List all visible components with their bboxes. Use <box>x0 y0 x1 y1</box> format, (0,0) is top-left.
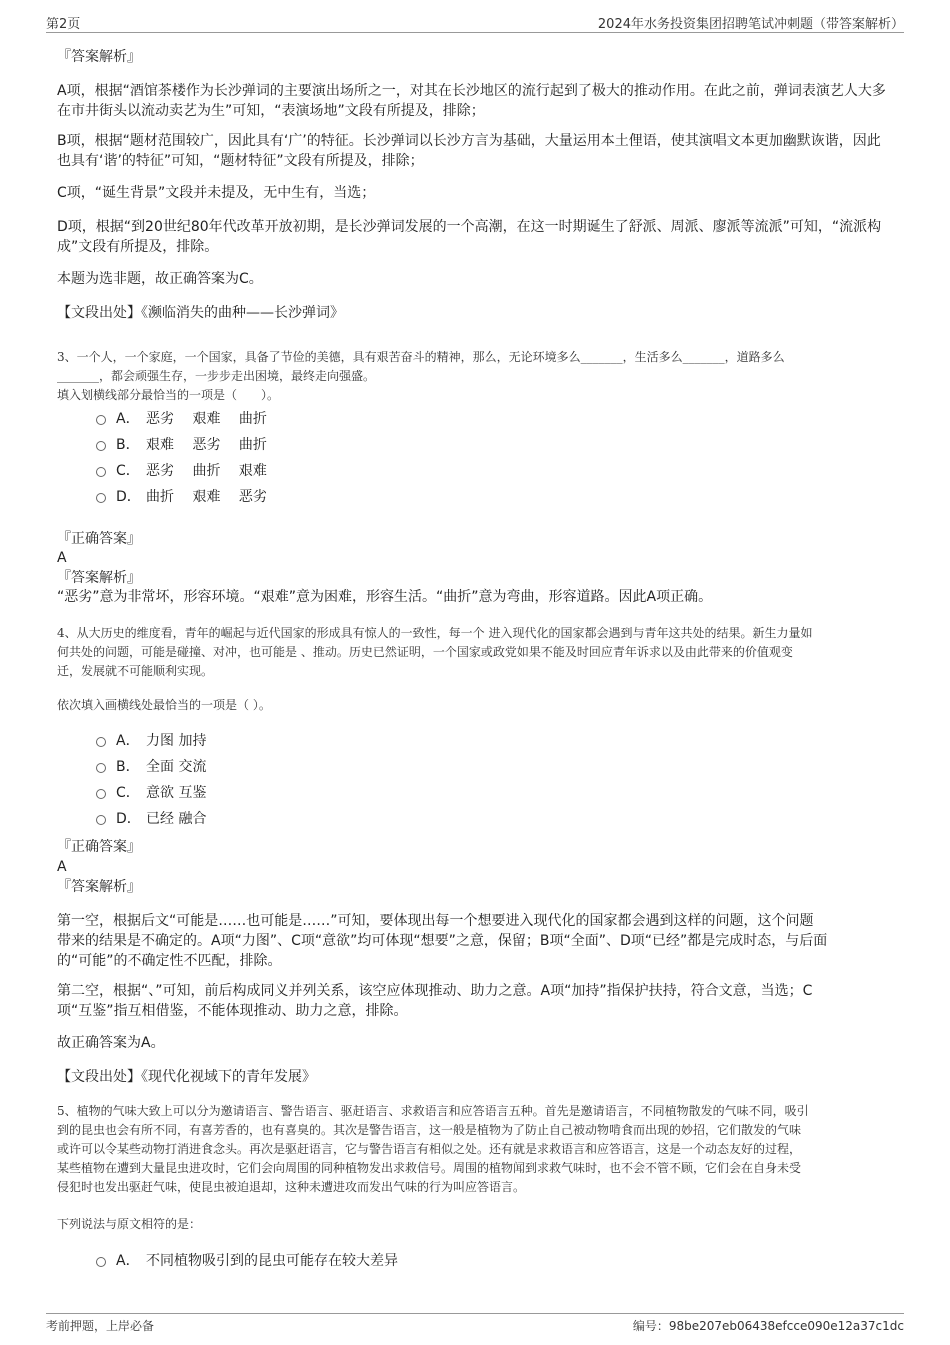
document-serial: 编号：98be207eb06438efcce090e12a37c1dc <box>632 1319 904 1333</box>
question-3-prompt: 填入划横线部分最恰当的一项是（ ）。 <box>57 388 280 402</box>
page-header <box>46 10 904 33</box>
footer-slogan: 考前押题，上岸必备 <box>46 1319 155 1333</box>
question-5-stem-line: 侵犯时也发出驱赶气味，使昆虫被迫退却，这种未遭进攻而发出气味的行为叫应答语言。 <box>57 1180 526 1194</box>
analysis-option-a: A项，根据“酒馆茶楼作为长沙弹词的主要演出场所之一，对其在长沙地区的流行起到了极大的推动作用。在此之前，弹词表演艺人大多在市井街头以流动卖艺为生”可知，“表演场地”文段有所提及，排除； <box>57 83 886 119</box>
source-citation: 【文段出处】《现代化视域下的青年发展》 <box>57 1069 316 1085</box>
question-4-stem-line: 4、从大历史的维度看，青年的崛起与近代国家的形成具有惊人的一致性，每一个 进入现代化的国家都会遇到与青年这共处的结果。新生力量如 <box>57 626 813 640</box>
radio-icon[interactable] <box>96 815 106 825</box>
analysis-label: 『答案解析』 <box>57 49 141 65</box>
question-4-prompt: 依次填入画横线处最恰当的一项是（ ）。 <box>57 698 271 712</box>
question-3-stem <box>57 348 887 405</box>
question-3-stem-line: 3、一个人，一个家庭，一个国家，具备了节俭的美德，具有艰苦奋斗的精神，那么，无论环境多么_______，生活多么_______，道路多么 <box>57 350 785 364</box>
radio-icon[interactable] <box>96 763 106 773</box>
analysis-paragraph-2 <box>57 981 887 1021</box>
question-4-stem-line: 迁，发展就不可能顺利实现。 <box>57 664 214 678</box>
question-4-stem <box>57 624 887 681</box>
analysis-line: 项“互鉴”指互相借鉴，不能体现推动、助力之意，排除。 <box>57 1003 408 1019</box>
question-5-stem-line: 某些植物在遭到大量昆虫进攻时，它们会向周围的同种植物发出求救信号。周围的植物闻到求救气味时，也不会不管不顾，它们会在自身未受 <box>57 1161 802 1175</box>
correct-answer: A <box>57 550 67 566</box>
correct-answer-label: 『正确答案』 <box>57 839 141 855</box>
radio-icon[interactable] <box>96 737 106 747</box>
analysis-line: 带来的结果是不确定的。A项“力图”、C项“意欲”均可体现“想要”之意，保留；B项“全面”、D项“已经”都是完成时态，与后面 <box>57 933 828 949</box>
analysis-text: “恶劣”意为非常坏，形容环境。“艰难”意为困难，形容生活。“曲折”意为弯曲，形容道路。因此A项正确。 <box>57 589 713 605</box>
analysis-line: 第一空，根据后文“可能是……也可能是……”可知，要体现出每一个想要进入现代化的国家都会遇到这样的问题，这个问题 <box>57 913 814 929</box>
correct-answer-label: 『正确答案』 <box>57 531 141 547</box>
question-5-stem-line: 到的昆虫也会有所不同，有喜芳香的，也有喜臭的。其次是警告语言，这一般是植物为了防止自己被动物啃食而出现的妙招，它们散发的气味 <box>57 1123 802 1137</box>
analysis-paragraph-1 <box>57 911 887 971</box>
option-b[interactable]: B． 艰难 恶劣 曲折 <box>96 435 267 455</box>
analysis-option-d: D项，根据“到20世纪80年代改革开放初期，是长沙弹词发展的一个高潮，在这一时期诞生了舒派、周派、廖派等流派”可知，“流派构成”文段有所提及，排除。 <box>57 219 882 255</box>
question-5-stem-line: 5、植物的气味大致上可以分为邀请语言、警告语言、驱赶语言、求救语言和应答语言五种。首先是邀请语言，不同植物散发的气味不同，吸引 <box>57 1104 809 1118</box>
option-b[interactable]: B． 全面 交流 <box>96 757 206 777</box>
analysis-option-b: B项，根据“题材范围较广，因此具有‘广’的特征。长沙弹词以长沙方言为基础，大量运用本土俚语，使其演唱文本更加幽默诙谐，因此也具有‘谐’的特征”可知，“题材特征”文段有所提及，排除； <box>57 133 881 169</box>
radio-icon[interactable] <box>96 789 106 799</box>
question-5-stem-line: 或许可以令某些动物打消进食念头。再次是驱赶语言，它与警告语言有相似之处。还有就是求救语言和应答语言，这是一个动态友好的过程， <box>57 1142 802 1156</box>
radio-icon[interactable] <box>96 415 106 425</box>
analysis-option-c: C项，“诞生背景”文段并未提及，无中生有，当选； <box>57 185 376 201</box>
option-c[interactable]: C． 意欲 互鉴 <box>96 783 206 803</box>
analysis-label: 『答案解析』 <box>57 879 141 895</box>
page-footer <box>46 1313 904 1338</box>
analysis-conclusion: 故正确答案为A。 <box>57 1035 165 1051</box>
source-citation: 【文段出处】《濒临消失的曲种——长沙弹词》 <box>57 305 344 321</box>
analysis-label: 『答案解析』 <box>57 570 141 586</box>
option-c[interactable]: C． 恶劣 曲折 艰难 <box>96 461 267 481</box>
page-number: 第2页 <box>46 17 81 32</box>
option-a[interactable]: A． 不同植物吸引到的昆虫可能存在较大差异 <box>96 1251 398 1271</box>
correct-answer: A <box>57 859 67 875</box>
question-5-stem <box>57 1102 887 1197</box>
option-d[interactable]: D． 曲折 艰难 恶劣 <box>96 487 267 507</box>
radio-icon[interactable] <box>96 467 106 477</box>
radio-icon[interactable] <box>96 1257 106 1267</box>
radio-icon[interactable] <box>96 441 106 451</box>
analysis-line: 的“可能”的不确定性不匹配，排除。 <box>57 953 282 969</box>
question-3-stem-line: _______，都会顽强生存，一步步走出困境，最终走向强盛。 <box>57 369 376 383</box>
option-d[interactable]: D． 已经 融合 <box>96 809 206 829</box>
document-title: 2024年水务投资集团招聘笔试冲刺题（带答案解析） <box>597 17 904 32</box>
analysis-line: 第二空，根据“、”可知，前后构成同义并列关系，该空应体现推动、助力之意。A项“加持”指保护扶持，符合文意，当选；C <box>57 983 813 999</box>
analysis-conclusion: 本题为选非题，故正确答案为C。 <box>57 271 263 287</box>
question-5-prompt: 下列说法与原文相符的是： <box>57 1217 202 1231</box>
option-a[interactable]: A． 力图 加持 <box>96 731 206 751</box>
radio-icon[interactable] <box>96 493 106 503</box>
option-a[interactable]: A． 恶劣 艰难 曲折 <box>96 409 267 429</box>
question-4-stem-line: 何共处的问题，可能是碰撞、对冲，也可能是 、推动。历史已然证明，一个国家或政党如果不能及时回应青年诉求以及由此带来的价值观变 <box>57 645 793 659</box>
